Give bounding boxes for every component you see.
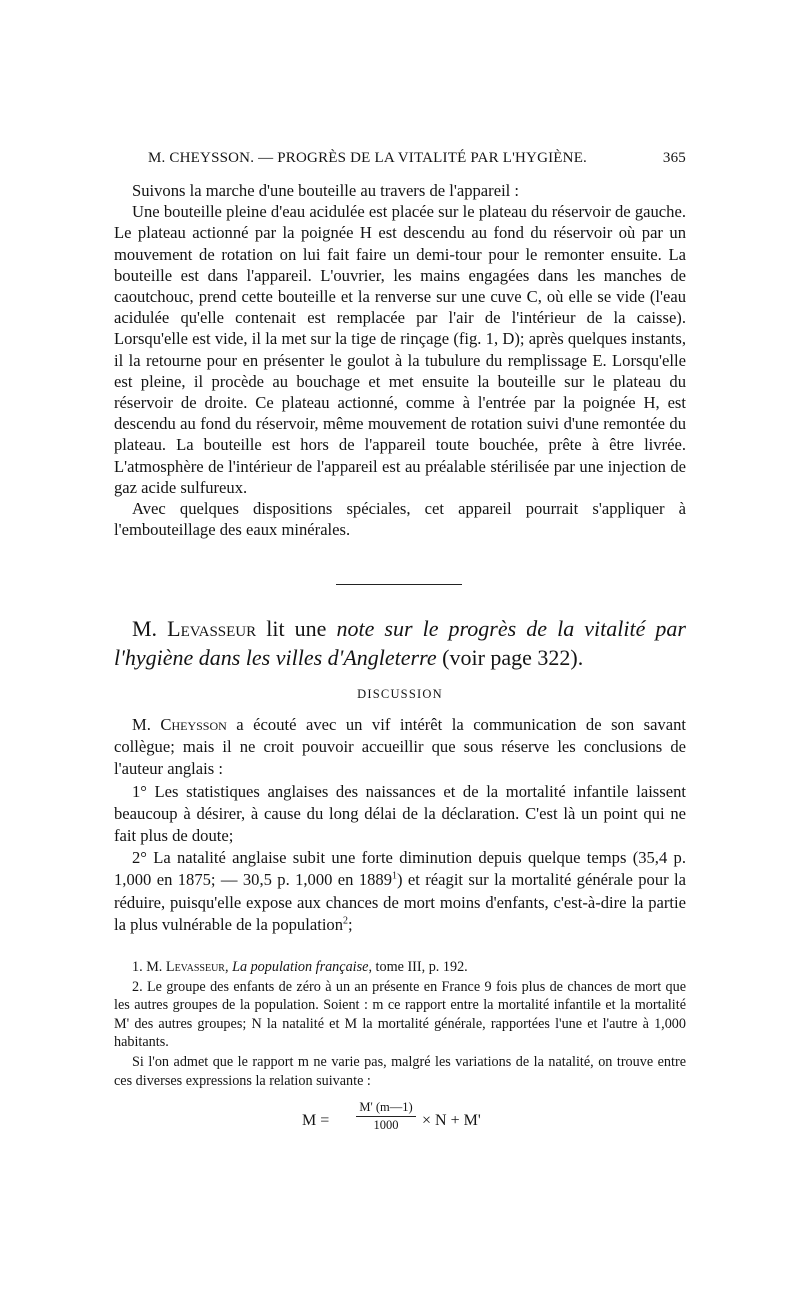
footnote-1-author: Levasseur — [165, 959, 225, 975]
point-2-text-c: ; — [348, 914, 353, 934]
running-head — [114, 150, 686, 172]
footnote-1-sep: , — [224, 959, 233, 975]
announcement — [114, 614, 686, 672]
formula-numerator: M' (m—1) — [359, 1100, 413, 1114]
footnote-ref-1: 1 — [392, 870, 398, 882]
footnote-1-title: La population française — [232, 959, 369, 975]
footnote-2: 2. Le groupe des enfants de zéro à un an présente en France 9 fois plus de chances de mort que les autres groupes de la population. Soient : m ce rapport entre la mortalité infantile et la mortalité M' des autres groupes; N la natalité et M la mortalité générale, rapportées l'une et l'autre à 1,000 habitants. — [114, 978, 686, 1051]
paragraph-process: Une bouteille pleine d'eau acidulée est placée sur le plateau du réservoir de gauche. Le plateau actionné par la poignée H est descendu au fond du réservoir où par un mouvement de rotation on lui fait faire un demi-tour pour le remonter ensuite. La bouteille est dans l'appareil. L'ouvrier, les mains engagées dans les manches de caoutchouc, prend cette bouteille et la renverse sur une cuve C, où elle se vide (l'eau acidulée qu'elle contenait est remplacée par l'air de l'intérieur de la caisse). Lorsqu'elle est vide, il la met sur la tige de rinçage (fig. 1, D); après quelques instants, il la retourne pour en présenter le goulot à la tubulure du remplissage E. Lorsqu'elle est pleine, il procède au bouchage et met ensuite la bouteille sur le plateau du réservoir de droite. Ce plateau actionné, comme à l'entrée par la poignée H, est descendu au fond du réservoir, même mouvement de rotation suivi d'une remontée du plateau. La bouteille est hors de l'appareil toute bouchée, prête à être livrée. L'atmosphère de l'intérieur de l'appareil est au préalable stérilisée par une injection de gaz acide sulfureux. — [114, 202, 686, 497]
discussion-point-2 — [114, 847, 686, 936]
formula-rhs: × N + M' — [422, 1112, 481, 1129]
discussion-intro-text: a écouté avec un vif intérêt la communication de son savant collègue; mais il ne croit pouvoir accueillir que sous réserve les conclusions de l'auteur anglais : — [114, 715, 686, 779]
footnote-ref-2: 2 — [343, 915, 349, 927]
body-text — [114, 180, 686, 540]
footnote-1 — [114, 958, 686, 977]
discussion-intro — [114, 714, 686, 781]
section-divider — [336, 584, 462, 585]
announcement-note-title: note sur le progrès de la vitalité par l'hygiène dans les villes d'Angleterre — [114, 616, 686, 670]
announcement-speaker: M. Levasseur — [132, 616, 257, 641]
discussion-heading: DISCUSSION — [357, 687, 443, 701]
footnote-2-continued: Si l'on admet que le rapport m ne varie pas, malgré les variations de la natalité, on trouve entre ces diverses expressions la relation suivante : — [114, 1053, 686, 1089]
formula-lhs: M = — [302, 1112, 330, 1129]
discussion-point-1: 1° Les statistiques anglaises des naissances et de la mortalité infantile laissent beaucoup à désirer, à cause du long délai de la déclaration. C'est là un point qui ne fait plus de doute; — [114, 781, 686, 846]
footnote-1-rest: , tome III, p. 192. — [368, 959, 468, 975]
announcement-verb: lit une — [256, 616, 337, 641]
fraction-bar — [356, 1116, 416, 1117]
formula-denominator: 1000 — [373, 1118, 399, 1132]
point-2-text-b: ) et réagit sur la mortalité générale pour la réduire, puisqu'elle expose aux chances de mort moins d'enfants, c'est-à-dire la partie la plus vulnérable de la population — [114, 870, 687, 934]
discussion-body — [114, 714, 686, 936]
running-head-title: M. CHEYSSON. — PROGRÈS DE LA VITALITÉ PAR L'HYGIÈNE. — [148, 150, 588, 166]
paragraph-application: Avec quelques dispositions spéciales, cet appareil pourrait s'appliquer à l'embouteillage des eaux minérales. — [114, 499, 686, 540]
footnote-1-label: 1. M. — [132, 959, 166, 975]
formula-fraction — [356, 1100, 416, 1133]
page-number: 365 — [662, 150, 686, 166]
announcement-reference: (voir page 322). — [436, 645, 584, 670]
footnotes — [114, 958, 686, 1091]
paragraph-intro: Suivons la marche d'une bouteille au travers de l'appareil : — [132, 181, 520, 200]
point-2-text-a: 2° La natalité anglaise subit une forte diminution depuis quelque temps (35,4 p. 1,000 en 1875; — 30,5 p. 1,000 en 1889 — [114, 848, 686, 890]
discussion-speaker: M. Cheysson — [132, 715, 227, 734]
